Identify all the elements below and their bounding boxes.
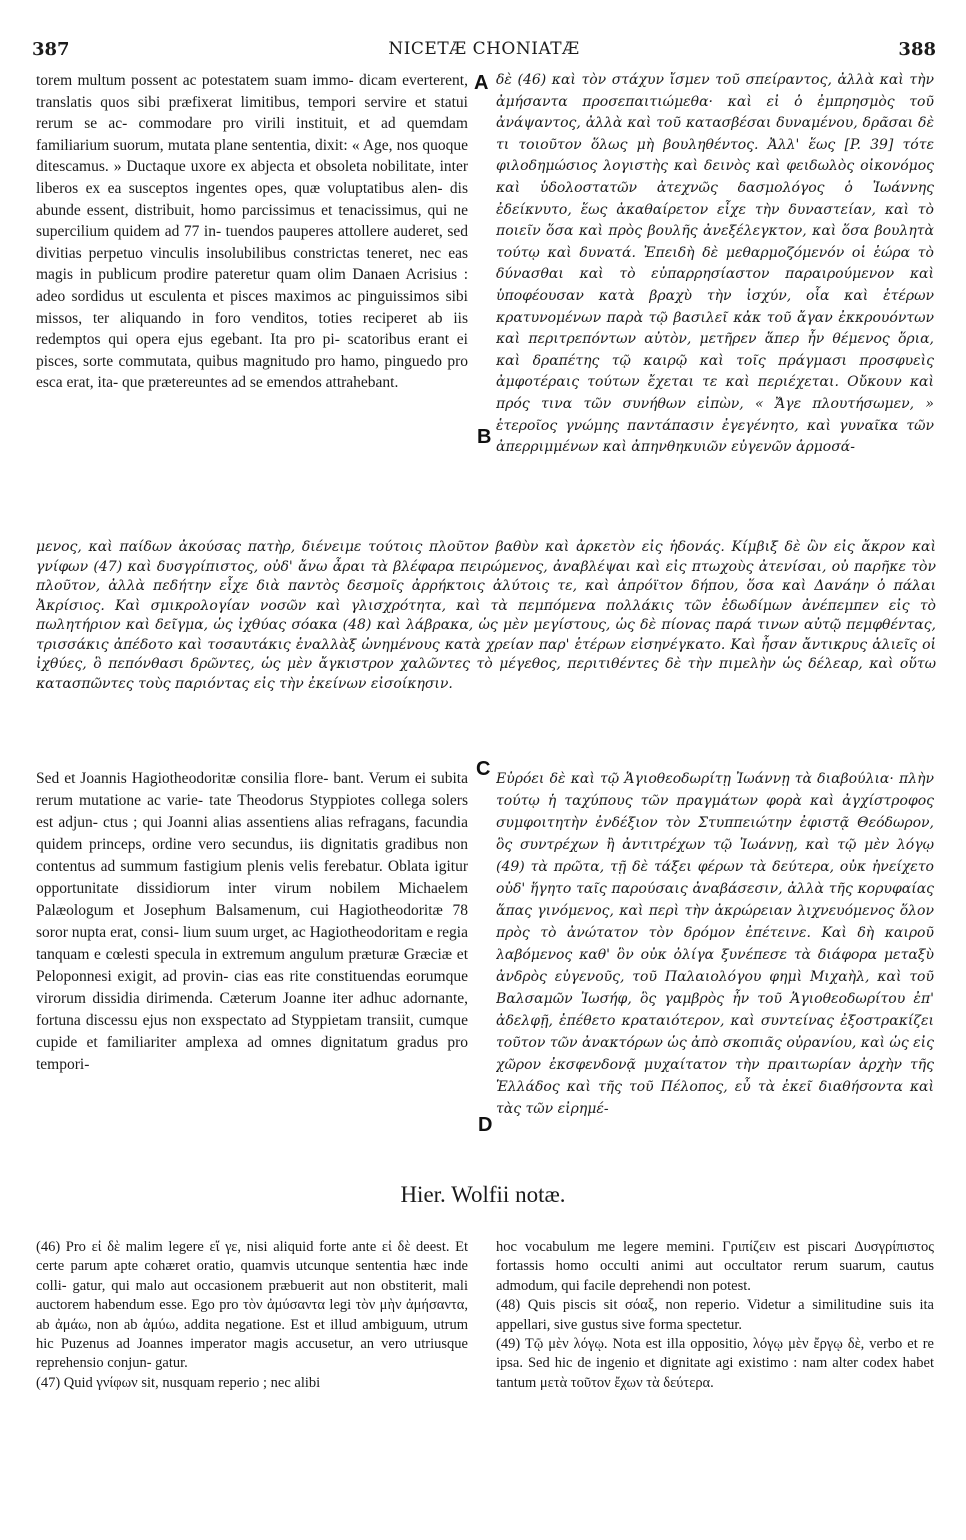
margin-marker-d: D (478, 1114, 493, 1136)
greek-column-1: δὲ (46) καὶ τὸν στάχυν ἴσμεν τοῦ σπείραντος, ἀλλὰ καὶ τὴν ἀμήσαντα προσεπαιτιώμεθα· καὶ εἰ ὁ ἐμπρησμὸς τοῦ ἀνάψαντος, ἀλλὰ καὶ τοῦ κατασβέσαι δυναμένου, δρᾶσαι δὲ τι τοιοῦτον ὅλως μὴ βουληθέντος. Ἀλλ' ἕως [P. 39] τότε φιλοδημώσιος λογιστὴς καὶ δεινὸς καὶ φειδωλὸς οἰκονόμος καὶ ὑδολοστατῶν ἀτεχνῶς δασμολόγος ὁ Ἰωάννης ἐδείκνυτο, ἕως ἀκαθαίρετον εἶχε τὴν δυναστείαν, καὶ τὸ ποιεῖν ὅσα καὶ πρὸς βουλῆς ἀνεξέλεγκτον, καὶ ὅσα βουλητὰ τούτῳ καὶ δυνατά. Ἐπειδὴ δὲ μεθαρμοζόμενόν οἱ ἑώρα τὸ δύνασθαι καὶ τὸ εὐπαρρησίαστον παραιρούμενον καὶ ὑποφέουσαν κατὰ βραχὺ τὴν ἰσχύν, οἷα καὶ ἑτέρων κρατυνομένων παρὰ τῷ βασιλεῖ κἀκ τοῦ ἄγαν ἐκκρουόντων καὶ περιτρεπόντων αὐτὸν, μετῆρεν ἅπερ ἦν θέμενος ὅρια, καὶ δραπέτης τῷ καιρῷ καὶ τοῖς πράγμασι προσφυεὶς ἀμφοτέραις τούτων ἔχεται τε καὶ περιέχεται. Οὔκουν καὶ πρός τινα τῶν συνήθων εἰπὼν, « Ἄγε πλουτήσωμεν, » ἑτεροῖος γνώμης παντάπασιν ἐγεγένητο, καὶ γυναῖκα τῶν ἀπερριμμένων καὶ ἀπηνθηκυιῶν εὐγενῶν ἁρμοσά- (496, 72, 934, 456)
greek-continuation: μενος, καὶ παίδων ἀκούσας πατὴρ, διένειμε τούτοις πλοῦτον βαθὺν καὶ ἀρκετὸν εἰς ἡδονάς. Κίμβιξ δὲ ὢν εἰς ἄκρον καὶ γνίφων (47) καὶ δυσγρίπιστος, οὐδ' ἄνω ἆραι τὰ βλέφαρα πειρώμενος, ἀναβλέψαι καὶ εἰς πτωχοὺς ἀτενίσαι, οὐ παρῆκε τὸν πλοῦτον, ἀλλὰ πεδήτην εἶχε διὰ παντὸς δεσμοῖς ἀρρήκτοις ἁλύτοις τε, καὶ ἀπρόϊτον δήπου, ὅσα καὶ Δανάην ὁ πάλαι Ἀκρίσιος. Καὶ σμικρολογίαν νοσῶν καὶ γλισχρότητα, καὶ τὰ πεμπόμενα πολλάκις τῶν ἐδωδίμων ἀνέπεμπεν εἰς τὸ πωλητήριον καὶ δεῖγμα, ὡς ἰχθύας σόακα (48) καὶ λάβρακα, ὡς μὲν μεγίστους, ὡς δὲ πίονας παρά τινων αὐτῷ πεμφθέντας, τρισσάκις ἀπέδοτο καὶ τοσαυτάκις ἐναλλὰξ ὠνημένους κατὰ χρείαν παρ' ἑτέρων εἰσηνέγκατο. Καὶ ἦσαν ἄντικρυς ἁλιεῖς οἱ ἰχθύες, ὃ πεπόνθασι δρῶντες, ὡς μὲν ἄγκιστρον χαλῶντες τὸ μέγεθος, περιτιθέντες δὲ τὴν πιμελὴν ὡς δέλεαρ, καὶ οὕτω κατασπῶντες τοὺς παριόντας εἰς τὴν ἐκείνων εἰσοίκησιν. (36, 539, 936, 692)
notes-left-column (36, 1238, 468, 1528)
latin-column-2: Sed et Joannis Hagiotheodoritæ consilia flore- bant. Verum ei subita rerum mutatione ac varie- tate Theodorus Styppiotes collega solers est adjun- ctus ; qui Joanni alias assentiens alias refragans, facundia quidem princeps, ordine vero secundus, iis dignitatis gradibus non contentus ad summum fastigium plenis velis ferebatur. Oblata igitur opportunitate dissidiorum inter virum nobilem Michaelem Palæologum et Josephum Balsamenum, cui Hagiotheodoritæ 78 soror nupta erat, consi- lium suum urget, ac Hagiotheodoritam e regia tanquam e cœlesti specula in extremum angulum præturæ Græciæ et Peloponnesi exigit, ad provin- cias eas rite constituendas eorumque virorum dissidia dirimenda. Cæterum Joanne iter adhuc adornante, fortuna discessu ejus non exspectato ad Styppietam transiit, cumque cupide et familiariter amplexa ad omnes dignitatum gradus pro tempori- (36, 770, 468, 1073)
margin-marker-a: A (474, 72, 489, 94)
note-47-start: (47) Quid γνίφων sit, nusquam reperio ; nec alibi (36, 1374, 321, 1391)
notes-heading: Hier. Wolfii notæ. (400, 1182, 566, 1207)
note-48: (48) Quis piscis sit σόαξ, non reperio. Videtur a similitudine suis ita appellari, sive gustus sive forma spectetur. (496, 1297, 934, 1333)
page-number-right: 388 (898, 38, 936, 60)
page-number-left: 387 (32, 38, 70, 60)
margin-marker-b: B (477, 426, 492, 448)
note-47-continued: hoc vocabulum me legere memini. Γριπίζειν est piscari Δυσγρίπιστος fortassis homo occulti animi aut occultator rerum suarum, cautus admodum, qui facile deprehendi non potest. (496, 1239, 934, 1294)
note-49: (49) Τῷ μὲν λόγῳ. Nota est illa oppositio, λόγῳ μὲν ἔργῳ δὲ, verbo et re ipsa. Sed hic de ingenio et dignitate agi existimo : nam alter codex habet tantum μετὰ τοῦτον ἔχων τὰ δεύτερα. (496, 1336, 934, 1391)
running-title: NICETÆ CHONIATÆ (388, 39, 580, 59)
notes-right-column (496, 1238, 934, 1528)
page-header (32, 34, 936, 64)
greek-column-2: Εὐρόει δὲ καὶ τῷ Ἁγιοθεοδωρίτῃ Ἰωάννῃ τὰ διαβούλια· πλὴν τούτῳ ἡ ταχύπους τῶν πραγμάτων φορὰ καὶ ἀγχίστροφος συμφοιτητὴν ἐνδέξιον τὸν Στυππειώτην ἐφιστᾷ Θεόδωρον, ὃς συντρέχων ἢ ἀντιτρέχων τῷ Ἰωάννῃ, καὶ τῷ μὲν λόγῳ (49) τὰ πρῶτα, τῇ δὲ τάξει φέρων τὰ δεύτερα, οὐκ ἠνείχετο οὐδ' ἥγητο ταῖς παρούσαις ἀναβάσεσιν, ἀλλὰ τῆς κορυφαίας ἅπας γινόμενος, καὶ περὶ τὴν ἀκρώρειαν λιχνευόμενος ὅλον πρὸς τὸ ἀνώτατον τὸν δρόμον ἐπέτεινε. Καὶ δὴ καιροῦ λαβόμενος καθ' ὃν οὐκ ὀλίγα ξυνέπεσε τὰ διάφορα μεταξὺ ἀνδρὸς εὐγενοῦς, τοῦ Παλαιολόγου φημὶ Μιχαὴλ, καὶ τοῦ Βαλσαμῶν Ἰωσήφ, ὃς γαμβρὸς ἦν τοῦ Ἁγιοθεοδωρίτου ἐπ' ἀδελφῇ, ἐπέθετο κραταιότερον, καὶ συντείνας ἐξοστρακίζει τοῦτον τῶν ἀνακτόρων ὡς ἀπὸ σκοπιᾶς οὐρανίου, καὶ ὡς εἰς χῶρον ἐκσφενδονᾷ μυχαίτατον τὴν πραιτωρίαν ἀρχὴν τῆς Ἑλλάδος καὶ τῆς τοῦ Πέλοπος, εὖ τὰ ἐκεῖ διαθήσοντα καὶ τὰς τῶν εἰρημέ- (496, 771, 934, 1117)
note-46: (46) Pro εἰ δὲ malim legere εἴ γε, nisi aliquid forte ante εἰ δὲ deest. Et certe parum apte cohæret oratio, quamvis utcunque sententia hæc inde colli- gatur, qui malo aut occasionem præbuerit aut non obstiterit, mali auctorem habendum esse. Ego pro τὸν ἀμύσαντα legi τὸν μὴν ἀμήσαντα, ab ἀμάω, non ab ἀμύω, addita negatione. Est et illud ambiguum, utrum hic Puzenus ad Joannes imperator magis accusetur, an vero utriusque reprehensio conjun- gatur. (36, 1239, 468, 1372)
margin-marker-c: C (476, 758, 491, 780)
latin-column-1: torem multum possent ac potestatem suam immo- dicam everterent, translatis quos sibi præfixerat limitibus, tempori servire et statui rerum se ac- commodare pro virili instituit, et ad quemdam familiarium suorum, mutata plane sententia, dixit: « Age, nos quoque ditescamus. » Ductaque uxore ex abjecta et obsoleta nobilitate, inter liberos ex ea susceptos ingentes opes, quæ voluptatibus alen- dis abunde essent, distribuit, homo parcissimus et tenacissimus, qui ne supercilium quidem ad 77 in- tuendos pauperes attollere auderet, sed divitias perpetuo vinculis insolubilibus constrictas teneret, nec eas magis in publicum prodire pateretur quam olim Danaen Acrisius : adeo sordidus ut esculenta et pisces maximos ac pinguissimos sibi missos, ter aliquando in foro venditos, toties reciperet ab iis redemptos qui opera ejus egebant. Ita pro pi- scatoribus erant ei pisces, sorte commutata, quibus magnitudo pro hamo, pinguedo pro esca erat, ita- que prætereuntes ad se emendos attrahebant. (36, 72, 468, 392)
